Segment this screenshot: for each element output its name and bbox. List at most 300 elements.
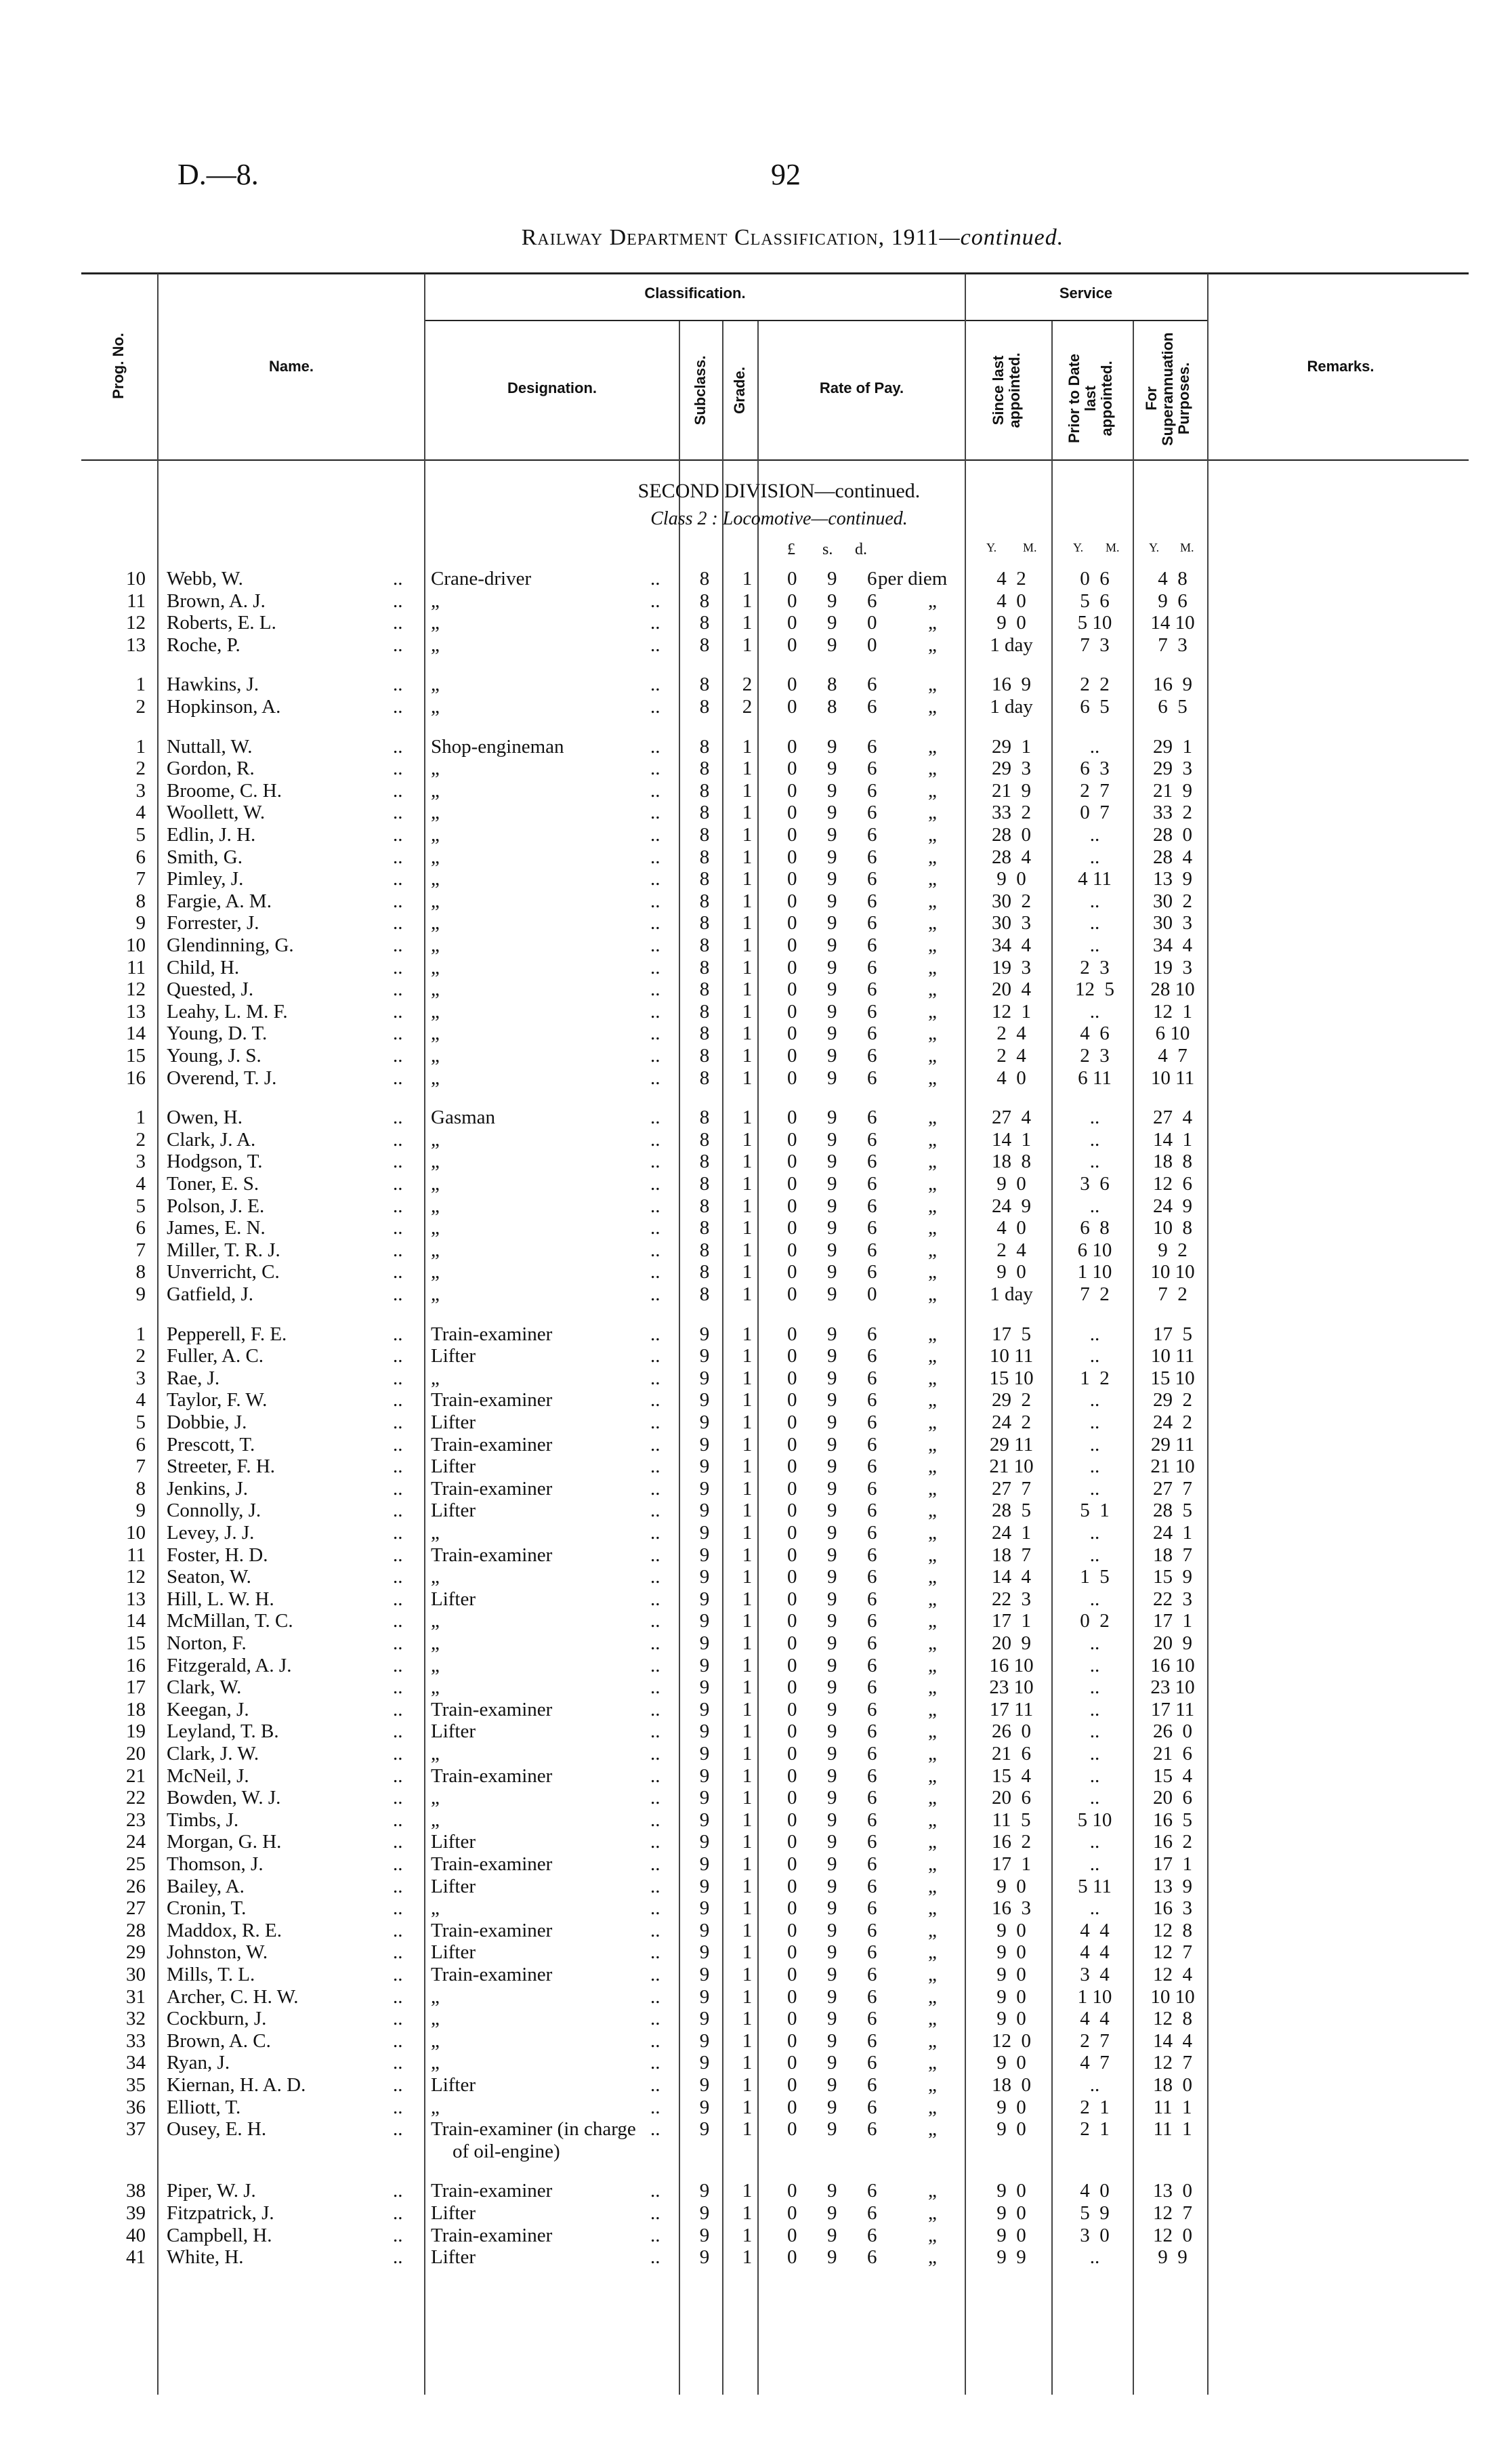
leader-dots: .. xyxy=(650,1875,660,1897)
table-row xyxy=(0,890,1512,912)
table-row xyxy=(0,1765,1512,1787)
grade: 1 xyxy=(742,846,753,868)
since-last-appointed: 20 6 xyxy=(992,1787,1031,1809)
prog-no: 13 xyxy=(126,634,146,656)
designation: Shop-engineman xyxy=(431,735,564,758)
prog-no: 25 xyxy=(126,1853,146,1875)
prog-no: 15 xyxy=(126,1045,146,1067)
grade: 1 xyxy=(742,1566,753,1588)
table-row xyxy=(0,1283,1512,1305)
employee-name: Unverricht, C. xyxy=(167,1261,280,1283)
employee-name: Piper, W. J. xyxy=(167,2180,256,2202)
designation: Train-examiner xyxy=(431,1544,553,1566)
subclass: 9 xyxy=(699,1985,710,2008)
superannuation: 13 0 xyxy=(1153,2180,1192,2202)
grade: 1 xyxy=(742,2096,753,2118)
since-last-appointed: 11 5 xyxy=(992,1809,1031,1831)
grade: 1 xyxy=(742,1261,753,1283)
rate-of-pay: 0 9 6 xyxy=(787,1875,884,1897)
leader-dots: .. xyxy=(393,2246,403,2269)
subclass: 9 xyxy=(699,1500,710,1522)
leader-dots: .. xyxy=(393,1128,403,1151)
leader-dots: .. xyxy=(393,824,403,846)
table-row xyxy=(0,1676,1512,1698)
table-row-continuation xyxy=(0,2141,1512,2162)
prior-to-date: .. xyxy=(1089,2246,1100,2269)
superannuation: 10 10 xyxy=(1150,1985,1195,2008)
subclass: 9 xyxy=(699,1743,710,1764)
grade: 1 xyxy=(742,735,753,758)
leader-dots: .. xyxy=(650,568,660,590)
table-row xyxy=(0,1455,1512,1477)
pay-unit: „ xyxy=(928,1000,937,1023)
leader-dots: .. xyxy=(393,1045,403,1067)
rate-of-pay: 0 9 6 xyxy=(787,1764,884,1787)
rate-of-pay: 0 9 6 xyxy=(787,1323,884,1345)
prior-to-date: 3 0 xyxy=(1080,2224,1110,2246)
designation: „ xyxy=(431,1151,440,1173)
subclass: 8 xyxy=(699,1195,710,1217)
grade: 1 xyxy=(742,1477,753,1500)
designation: Lifter xyxy=(431,2246,476,2269)
prior-to-date: 4 4 xyxy=(1080,1941,1110,1964)
employee-name: White, H. xyxy=(167,2246,244,2269)
rate-of-pay: 0 9 6 xyxy=(787,2246,884,2269)
subclass: 8 xyxy=(699,890,710,912)
leader-dots: .. xyxy=(650,735,660,758)
prog-no: 15 xyxy=(126,1632,146,1654)
employee-name: Child, H. xyxy=(167,956,240,978)
prior-to-date: 4 0 xyxy=(1080,2180,1110,2202)
leader-dots: .. xyxy=(393,1500,403,1522)
prog-no: 41 xyxy=(126,2246,146,2269)
designation: „ xyxy=(431,2029,440,2052)
leader-dots: .. xyxy=(650,2029,660,2052)
designation: Train-examiner xyxy=(431,1964,553,1985)
grade: 1 xyxy=(742,1676,753,1699)
superannuation: 34 4 xyxy=(1153,934,1192,956)
rate-of-pay: 0 9 6 xyxy=(787,1389,884,1411)
since-last-appointed: 20 9 xyxy=(992,1632,1031,1654)
leader-dots: .. xyxy=(650,1477,660,1500)
leader-dots: .. xyxy=(650,1128,660,1151)
rate-of-pay: 0 8 6 xyxy=(787,674,884,696)
pay-unit: „ xyxy=(928,1500,937,1522)
designation: „ xyxy=(431,612,440,634)
rate-of-pay: 0 9 6 xyxy=(787,1045,884,1067)
grade: 1 xyxy=(742,1964,753,1985)
prior-to-date: .. xyxy=(1089,1676,1100,1699)
grade: 1 xyxy=(742,1743,753,1764)
designation: Lifter xyxy=(431,1455,476,1478)
designation: „ xyxy=(431,1743,440,1764)
subclass: 9 xyxy=(699,2202,710,2224)
employee-name: McMillan, T. C. xyxy=(167,1610,293,1632)
rate-of-pay: 0 9 6 xyxy=(787,802,884,824)
since-last-appointed: 23 10 xyxy=(989,1676,1034,1699)
employee-name: Young, J. S. xyxy=(167,1045,261,1067)
leader-dots: .. xyxy=(650,1941,660,1964)
pay-unit: „ xyxy=(928,1544,937,1566)
rate-of-pay: 0 9 6 xyxy=(787,779,884,802)
employee-name: Fargie, A. M. xyxy=(167,890,272,912)
superannuation: 14 4 xyxy=(1153,2029,1192,2052)
subclass: 9 xyxy=(699,1919,710,1941)
employee-name: Glendinning, G. xyxy=(167,934,294,956)
rate-of-pay: 0 9 6 xyxy=(787,1195,884,1217)
since-last-appointed: 28 5 xyxy=(992,1500,1031,1522)
since-last-appointed: 9 0 xyxy=(996,1985,1026,2008)
employee-name: Gordon, R. xyxy=(167,758,255,780)
grade: 1 xyxy=(742,568,753,590)
prog-no: 9 xyxy=(135,912,146,934)
designation: Train-examiner xyxy=(431,1764,553,1787)
pay-unit: „ xyxy=(928,978,937,1001)
table-row xyxy=(0,978,1512,1000)
superannuation: 29 11 xyxy=(1150,1433,1195,1455)
table-row xyxy=(0,957,1512,978)
employee-name: Miller, T. R. J. xyxy=(167,1239,280,1261)
subclass: 8 xyxy=(699,802,710,824)
employee-name: Morgan, G. H. xyxy=(167,1831,282,1853)
employee-name: Clark, J. W. xyxy=(167,1743,259,1764)
grade: 1 xyxy=(742,779,753,802)
pay-unit: „ xyxy=(928,1566,937,1588)
superannuation: 10 11 xyxy=(1150,1067,1195,1089)
pay-unit: „ xyxy=(928,1676,937,1699)
unit-since-months: M. xyxy=(1023,541,1037,554)
subclass: 9 xyxy=(699,1455,710,1478)
since-last-appointed: 21 10 xyxy=(989,1455,1034,1478)
table-row xyxy=(0,1720,1512,1742)
prior-to-date: 6 10 xyxy=(1077,1239,1112,1261)
subclass: 9 xyxy=(699,1964,710,1985)
rate-of-pay: 0 9 6 xyxy=(787,1151,884,1173)
prior-to-date: .. xyxy=(1089,1411,1100,1433)
leader-dots: .. xyxy=(650,956,660,978)
employee-name: Bailey, A. xyxy=(167,1875,245,1897)
leader-dots: .. xyxy=(393,1853,403,1875)
employee-name: Archer, C. H. W. xyxy=(167,1985,299,2008)
superannuation: 12 1 xyxy=(1153,1000,1192,1023)
employee-name: Timbs, J. xyxy=(167,1809,239,1831)
leader-dots: .. xyxy=(650,2202,660,2224)
leader-dots: .. xyxy=(650,1367,660,1389)
pay-unit: „ xyxy=(928,1610,937,1632)
table-row xyxy=(0,802,1512,823)
prior-to-date: 2 1 xyxy=(1080,2118,1110,2141)
grade: 1 xyxy=(742,1787,753,1809)
prog-no: 9 xyxy=(135,1283,146,1305)
subclass: 8 xyxy=(699,1283,710,1305)
designation: „ xyxy=(431,634,440,656)
grade: 1 xyxy=(742,2246,753,2269)
table-row xyxy=(0,1067,1512,1089)
leader-dots: .. xyxy=(650,674,660,696)
since-last-appointed: 29 1 xyxy=(992,735,1031,758)
prior-to-date: .. xyxy=(1089,1151,1100,1173)
leader-dots: .. xyxy=(650,2074,660,2096)
superannuation: 12 8 xyxy=(1153,2008,1192,2030)
pay-unit: „ xyxy=(928,1632,937,1654)
subclass: 9 xyxy=(699,1588,710,1610)
prog-no: 12 xyxy=(126,978,146,1001)
since-last-appointed: 27 4 xyxy=(992,1107,1031,1129)
unit-super-months: M. xyxy=(1180,541,1194,554)
designation: „ xyxy=(431,2008,440,2030)
designation: „ xyxy=(431,978,440,1001)
employee-name: Hodgson, T. xyxy=(167,1151,263,1173)
pay-unit: „ xyxy=(928,1831,937,1853)
unit-since-years: Y. xyxy=(986,541,997,554)
grade: 1 xyxy=(742,1809,753,1831)
designation: „ xyxy=(431,2096,440,2118)
table-row xyxy=(0,1023,1512,1044)
prog-no: 5 xyxy=(135,1195,146,1217)
rate-of-pay: 0 9 6 xyxy=(787,2074,884,2096)
leader-dots: .. xyxy=(393,1787,403,1809)
since-last-appointed: 20 4 xyxy=(992,978,1031,1001)
table-row xyxy=(0,1831,1512,1853)
since-last-appointed: 18 0 xyxy=(992,2074,1031,2096)
rate-of-pay: 0 9 6 xyxy=(787,1067,884,1089)
pay-unit: „ xyxy=(928,1809,937,1831)
prior-to-date: 1 5 xyxy=(1080,1566,1110,1588)
leader-dots: .. xyxy=(650,1173,660,1195)
superannuation: 12 8 xyxy=(1153,1919,1192,1941)
leader-dots: .. xyxy=(650,612,660,634)
leader-dots: .. xyxy=(393,735,403,758)
table-row xyxy=(0,2074,1512,2096)
since-last-appointed: 9 0 xyxy=(996,2096,1026,2118)
leader-dots: .. xyxy=(393,1566,403,1588)
designation: Lifter xyxy=(431,1345,476,1367)
rate-of-pay: 0 9 6 xyxy=(787,1411,884,1433)
prior-to-date: 6 5 xyxy=(1080,696,1110,718)
leader-dots: .. xyxy=(650,2246,660,2269)
designation: Crane-driver xyxy=(431,568,532,590)
prog-no: 14 xyxy=(126,1610,146,1632)
superannuation: 14 1 xyxy=(1153,1128,1192,1151)
designation: „ xyxy=(431,1239,440,1261)
prior-to-date: .. xyxy=(1089,1128,1100,1151)
prog-no: 10 xyxy=(126,934,146,956)
leader-dots: .. xyxy=(393,2052,403,2074)
since-last-appointed: 2 4 xyxy=(996,1045,1026,1067)
rate-of-pay: 0 9 6 xyxy=(787,1217,884,1239)
designation: „ xyxy=(431,1173,440,1195)
employee-name: Keegan, J. xyxy=(167,1698,249,1720)
rate-of-pay: 0 9 6 xyxy=(787,1433,884,1455)
leader-dots: .. xyxy=(650,1067,660,1089)
since-last-appointed: 4 0 xyxy=(996,1217,1026,1239)
prior-to-date: .. xyxy=(1089,1477,1100,1500)
employee-name: Bowden, W. J. xyxy=(167,1787,281,1809)
employee-name: Pepperell, F. E. xyxy=(167,1323,287,1345)
superannuation: 9 6 xyxy=(1158,590,1188,612)
superannuation: 19 3 xyxy=(1153,956,1192,978)
rate-of-pay: 0 9 6 xyxy=(787,1698,884,1720)
grade: 1 xyxy=(742,1500,753,1522)
table-row xyxy=(0,1367,1512,1389)
leader-dots: .. xyxy=(650,1345,660,1367)
leader-dots: .. xyxy=(650,890,660,912)
prior-to-date: .. xyxy=(1089,735,1100,758)
since-last-appointed: 12 0 xyxy=(992,2029,1031,2052)
pay-unit: „ xyxy=(928,612,937,634)
superannuation: 15 4 xyxy=(1153,1764,1192,1787)
designation-continued: of oil-engine) xyxy=(453,2140,560,2162)
table-row xyxy=(0,1411,1512,1433)
header-remarks: Remarks. xyxy=(1307,358,1374,375)
prog-no: 7 xyxy=(135,1455,146,1478)
subclass: 9 xyxy=(699,1433,710,1455)
leader-dots: .. xyxy=(393,1067,403,1089)
superannuation: 13 9 xyxy=(1153,868,1192,890)
table-row xyxy=(0,1632,1512,1654)
subclass: 8 xyxy=(699,612,710,634)
leader-dots: .. xyxy=(393,1654,403,1676)
leader-dots: .. xyxy=(650,1964,660,1985)
grade: 1 xyxy=(742,2224,753,2246)
leader-dots: .. xyxy=(393,1875,403,1897)
prog-no: 38 xyxy=(126,2180,146,2202)
prior-to-date: .. xyxy=(1089,1853,1100,1875)
prog-no: 27 xyxy=(126,1897,146,1920)
pay-unit: „ xyxy=(928,1239,937,1261)
leader-dots: .. xyxy=(393,1809,403,1831)
since-last-appointed: 9 0 xyxy=(996,1964,1026,1985)
prog-no: 11 xyxy=(127,590,146,612)
leader-dots: .. xyxy=(650,2118,660,2141)
prior-to-date: 0 2 xyxy=(1080,1610,1110,1632)
grade: 1 xyxy=(742,1544,753,1566)
subclass: 8 xyxy=(699,758,710,780)
leader-dots: .. xyxy=(650,1151,660,1173)
superannuation: 14 10 xyxy=(1150,612,1195,634)
subclass: 9 xyxy=(699,2074,710,2096)
division-heading: SECOND DIVISION—continued. xyxy=(637,480,921,502)
superannuation: 21 9 xyxy=(1153,779,1192,802)
superannuation: 12 7 xyxy=(1153,2052,1192,2074)
table-row xyxy=(0,696,1512,718)
since-last-appointed: 9 0 xyxy=(996,1941,1026,1964)
prog-no: 4 xyxy=(135,1389,146,1411)
since-last-appointed: 27 7 xyxy=(992,1477,1031,1500)
prior-to-date: .. xyxy=(1089,912,1100,934)
superannuation: 29 2 xyxy=(1153,1389,1192,1411)
pay-unit: „ xyxy=(928,1433,937,1455)
employee-name: Leahy, L. M. F. xyxy=(167,1000,288,1023)
leader-dots: .. xyxy=(393,978,403,1001)
rate-of-pay: 0 9 6 xyxy=(787,1985,884,2008)
rate-of-pay: 0 9 6 xyxy=(787,1544,884,1566)
table-row xyxy=(0,2202,1512,2224)
subclass: 8 xyxy=(699,1045,710,1067)
superannuation: 24 9 xyxy=(1153,1195,1192,1217)
superannuation: 21 6 xyxy=(1153,1743,1192,1764)
leader-dots: .. xyxy=(650,1676,660,1699)
employee-name: Ryan, J. xyxy=(167,2052,230,2074)
since-last-appointed: 21 6 xyxy=(992,1743,1031,1764)
designation: Lifter xyxy=(431,2074,476,2096)
prog-no: 31 xyxy=(126,1985,146,2008)
header-prior-text: Prior to Date last appointed. xyxy=(1066,353,1115,444)
pay-unit: „ xyxy=(928,1217,937,1239)
table-row xyxy=(0,1045,1512,1067)
pay-unit: „ xyxy=(928,1964,937,1985)
leader-dots: .. xyxy=(393,956,403,978)
employee-name: Norton, F. xyxy=(167,1632,247,1654)
header-rate-of-pay: Rate of Pay. xyxy=(819,379,904,396)
leader-dots: .. xyxy=(393,890,403,912)
rate-of-pay: 0 9 6 xyxy=(787,1787,884,1809)
rate-of-pay: 0 9 6 xyxy=(787,846,884,868)
leader-dots: .. xyxy=(393,1477,403,1500)
unit-prior-months: M. xyxy=(1106,541,1120,554)
grade: 1 xyxy=(742,1720,753,1743)
leader-dots: .. xyxy=(650,1787,660,1809)
leader-dots: .. xyxy=(650,1632,660,1654)
designation: Lifter xyxy=(431,1720,476,1743)
since-last-appointed: 16 3 xyxy=(992,1897,1031,1920)
prior-to-date: .. xyxy=(1089,890,1100,912)
rate-of-pay: 0 9 6 xyxy=(787,1588,884,1610)
header-super-text: For Superannuation Purposes. xyxy=(1143,332,1192,446)
prior-to-date: 5 10 xyxy=(1077,1809,1112,1831)
pay-unit: „ xyxy=(928,1045,937,1067)
leader-dots: .. xyxy=(393,868,403,890)
prior-to-date: .. xyxy=(1089,1588,1100,1610)
grade: 1 xyxy=(742,2118,753,2141)
leader-dots: .. xyxy=(650,1239,660,1261)
designation: Lifter xyxy=(431,1875,476,1897)
leader-dots: .. xyxy=(650,1389,660,1411)
designation: Lifter xyxy=(431,1941,476,1964)
grade: 1 xyxy=(742,758,753,780)
superannuation: 12 7 xyxy=(1153,2202,1192,2224)
employee-name: Prescott, T. xyxy=(167,1433,255,1455)
designation: „ xyxy=(431,1067,440,1089)
superannuation: 6 10 xyxy=(1155,1023,1190,1045)
designation: „ xyxy=(431,890,440,912)
pay-unit: „ xyxy=(928,824,937,846)
prior-to-date: .. xyxy=(1089,1831,1100,1853)
employee-name: Woollett, W. xyxy=(167,802,266,824)
leader-dots: .. xyxy=(650,846,660,868)
rate-of-pay: 0 9 6 xyxy=(787,1610,884,1632)
leader-dots: .. xyxy=(393,1000,403,1023)
grade: 1 xyxy=(742,1654,753,1676)
employee-name: Cronin, T. xyxy=(167,1897,247,1920)
subclass: 8 xyxy=(699,1151,710,1173)
pay-unit: „ xyxy=(928,1787,937,1809)
header-prog-no: Prog. No. xyxy=(110,333,127,399)
table-row xyxy=(0,1566,1512,1588)
superannuation: 12 6 xyxy=(1153,1173,1192,1195)
subclass: 8 xyxy=(699,735,710,758)
table-row xyxy=(0,2052,1512,2073)
grade: 1 xyxy=(742,890,753,912)
leader-dots: .. xyxy=(650,1809,660,1831)
leader-dots: .. xyxy=(393,1588,403,1610)
employee-name: Dobbie, J. xyxy=(167,1411,247,1433)
since-last-appointed: 29 3 xyxy=(992,758,1031,780)
prog-no: 1 xyxy=(135,1323,146,1345)
employee-name: Ousey, E. H. xyxy=(167,2118,267,2141)
prog-no: 36 xyxy=(126,2096,146,2118)
pay-unit: „ xyxy=(928,2052,937,2074)
